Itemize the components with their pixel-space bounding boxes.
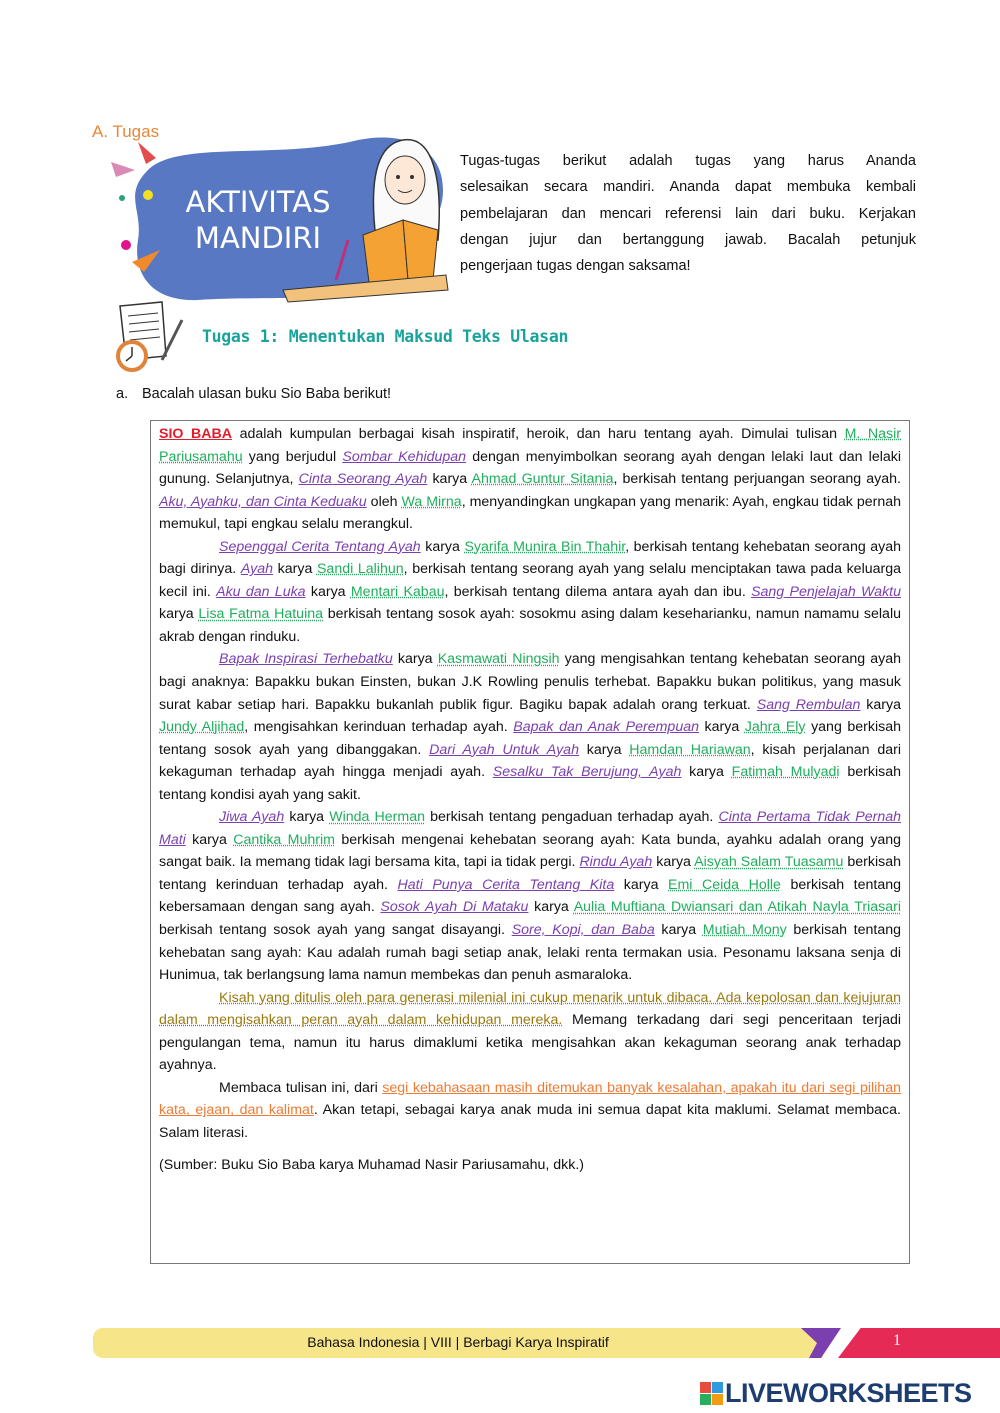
- review-text: karya: [427, 471, 472, 488]
- review-text: yang mengisahkan tentang kehebatan seorang ayah bagi anaknya: Bapakku bukan Einsten, bukan J.K Rowling penulis terhebat. Bapakku bukan politikus, yang masuk surat kabar setiap hari. Bapakku bukanlah publik figur. Bagiku bapak adalah orang terkuat.: [159, 651, 902, 713]
- book-title: Sosok Ayah Di Mataku: [380, 899, 529, 916]
- review-paragraph: [159, 987, 901, 1077]
- book-title: Bapak Inspirasi Terhebatku: [219, 651, 393, 668]
- book-title: Sepenggal Cerita Tentang Ayah: [219, 538, 421, 555]
- review-text: berkisah tentang pengaduan terhadap ayah.: [425, 809, 719, 826]
- author-name: M. Nasir Pariusamahu: [159, 426, 901, 465]
- review-text: . Akan tetapi, sebagai karya anak muda ini semua dapat kita maklumi. Selamat membaca. Salam literasi.: [159, 1102, 901, 1141]
- review-text: karya: [305, 583, 351, 600]
- book-title: Rindu Ayah: [579, 854, 653, 871]
- author-name: Aisyah Salam Tuasamu: [694, 854, 844, 871]
- highlight-opinion: Kisah yang ditulis oleh para generasi milenial ini cukup menarik untuk dibaca. Ada kepolosan dan kejujuran dalam mengisahkan peran ayah dalam kehidupan mereka.: [159, 989, 901, 1029]
- liveworksheets-watermark: [700, 1378, 972, 1409]
- review-text: karya: [681, 764, 732, 781]
- author-name: Jundy Aljihad: [159, 719, 245, 736]
- source-citation: (Sumber: Buku Sio Baba karya Muhamad Nasir Pariusamahu, dkk.): [159, 1156, 585, 1173]
- intro-paragraph: [460, 148, 916, 279]
- banner-line2: MANDIRI: [194, 221, 322, 255]
- highlight-critique: segi kebahasaan masih ditemukan banyak kesalahan, apakah itu dari segi pilihan kata, ejaan, dan kalimat: [159, 1079, 901, 1119]
- footer-page-tab: [838, 1328, 1000, 1358]
- author-name: Cantika Muhrim: [233, 831, 335, 848]
- author-name: Wa Mirna: [401, 493, 462, 510]
- book-title: Cinta Pertama Tidak Pernah Mati: [159, 809, 902, 848]
- instruction-number: a.: [116, 386, 129, 402]
- review-text: berkisah tentang kehebatan sang ayah: Kau adalah rumah bagi setiap anak, lelaki renta termakan usia. Pesonamu laksana senja di Hunimua, tak berlangsung lama namun membekas dan penuh asmaraloka.: [159, 922, 902, 984]
- review-text: , mengisahkan kerinduan terhadap ayah.: [244, 719, 514, 736]
- review-text: berkisah mengenai kehebatan seorang ayah: Kata bunda, ayahku adalah orang yang sangat baik. Ia memang tidak lagi bersama kita, tapi ia tidak pergi.: [159, 831, 902, 871]
- review-text: karya: [420, 538, 465, 555]
- book-title: Sombar Kehidupan: [342, 448, 467, 465]
- review-paragraph: [159, 423, 901, 536]
- paper-clock-icon: [112, 298, 188, 376]
- footer-text: Bahasa Indonesia | VIII | Berbagi Karya Inspiratif: [307, 1334, 609, 1350]
- review-text: karya: [273, 561, 317, 578]
- review-text: karya: [284, 809, 330, 826]
- review-text: karya: [392, 651, 438, 668]
- review-text: berkisah tentang kerinduan terhadap ayah.: [159, 854, 902, 893]
- book-title: Sore, Kopi, dan Baba: [511, 922, 655, 939]
- review-text: oleh: [366, 493, 402, 510]
- book-brand: SIO BABA: [159, 426, 232, 442]
- review-paragraph: [159, 1077, 901, 1145]
- intro-line: dengan jujur dan bertanggung jawab. Bacalah petunjuk: [460, 231, 916, 248]
- review-text: karya: [654, 922, 703, 939]
- book-title: Cinta Seorang Ayah: [298, 471, 428, 488]
- review-paragraph: [159, 648, 901, 806]
- book-title: Dari Ayah Untuk Ayah: [429, 741, 579, 758]
- review-text: karya: [860, 696, 901, 713]
- author-name: Fatimah Mulyadi: [731, 764, 840, 781]
- review-text: karya: [652, 854, 695, 871]
- review-text-box: [150, 420, 910, 1264]
- book-title: Aku dan Luka: [216, 583, 306, 600]
- banner-line1: AKTIVITAS: [185, 185, 331, 219]
- author-name: Winda Herman: [329, 809, 425, 826]
- page-footer: [93, 1328, 1000, 1358]
- author-name: Syarifa Munira Bin Thahir: [464, 538, 626, 555]
- book-title: Sesalku Tak Berujung, Ayah: [492, 764, 682, 781]
- book-title: Aku, Ayahku, dan Cinta Keduaku: [159, 493, 367, 510]
- book-title: Hati Punya Cerita Tentang Kita: [397, 876, 615, 893]
- author-name: Ahmad Guntur Sitania: [471, 471, 614, 488]
- intro-line: Tugas-tugas berikut adalah tugas yang harus Ananda: [460, 153, 916, 169]
- author-name: Aulia Muftiana Dwiansari dan Atikah Nayla Triasari: [573, 899, 901, 916]
- review-text: berkisah tentang sosok ayah yang sangat disayangi.: [159, 922, 512, 939]
- author-name: Emi Ceida Holle: [668, 876, 781, 893]
- author-name: Lisa Fatma Hatuina: [198, 606, 324, 623]
- review-text: , berkisah tentang seorang ayah yang selalu menciptakan tawa pada keluarga kecil ini.: [159, 561, 902, 600]
- review-text: karya: [159, 606, 199, 623]
- intro-line: selesaikan secara mandiri. Ananda dapat membuka kembali: [460, 179, 916, 196]
- review-text: karya: [578, 741, 630, 758]
- book-title: Sang Rembulan: [756, 696, 861, 713]
- review-text: karya: [699, 719, 745, 736]
- review-text: berkisah tentang kondisi ayah yang sakit.: [159, 764, 901, 803]
- review-text: adalah kumpulan berbagai kisah inspiratif, heroik, dan haru tentang ayah. Dimulai tulisan: [232, 426, 845, 442]
- review-text: , berkisah tentang dilema antara ayah dan ibu.: [444, 583, 752, 600]
- review-text: karya: [528, 899, 574, 916]
- review-text: berkisah tentang sosok ayah: sosokmu asing dalam keseharianku, namun namamu selalu akrab dengan rinduku.: [159, 606, 901, 645]
- book-title: Bapak dan Anak Perempuan: [513, 719, 699, 736]
- review-text: yang berjudul: [242, 448, 343, 465]
- review-text: Memang terkadang dari segi penceritaan terjadi pengulangan tema, namun itu harus dimaklumi ketika mengisahkan akan kekaguman seorang anak terhadap ayahnya.: [159, 1012, 901, 1074]
- liveworksheets-logo-icon: [700, 1382, 723, 1405]
- instruction: [116, 386, 391, 402]
- author-name: Jahra Ely: [744, 719, 806, 736]
- author-name: Mentari Kabau: [350, 583, 445, 600]
- review-text: , menyandingkan ungkapan yang menarik: Ayah, engkau tidak pernah memukul, tapi engkau selalu merangkul.: [159, 493, 901, 533]
- review-text: dengan menyimbolkan seorang ayah dengan lelaki laut dan lelaki gunung. Selanjutnya,: [159, 448, 902, 488]
- book-title: Ayah: [240, 561, 274, 578]
- book-title: Jiwa Ayah: [219, 809, 285, 826]
- review-paragraph: [159, 806, 901, 986]
- intro-line: pembelajaran dan mencari referensi lain dari buku. Kerjakan: [460, 205, 916, 222]
- section-heading: A. Tugas: [92, 122, 160, 141]
- review-text: , berkisah tentang perjuangan seorang ayah.: [613, 471, 901, 488]
- book-title: Sang Penjelajah Waktu: [751, 583, 901, 600]
- author-name: Mutiah Mony: [702, 922, 787, 939]
- review-text: berkisah tentang kebersamaan dengan sang ayah.: [159, 876, 901, 916]
- review-text: Membaca tulisan ini, dari: [219, 1079, 383, 1096]
- review-text: karya: [185, 831, 234, 848]
- watermark-text: LIVEWORKSHEETS: [725, 1378, 972, 1408]
- review-text: , kisah perjalanan dari kekaguman terhadap ayah hingga menjadi ayah.: [159, 741, 901, 781]
- page-number: 1: [893, 1332, 901, 1349]
- author-name: Hamdan Hariawan: [629, 741, 751, 758]
- review-text: , berkisah tentang kehebatan seorang ayah bagi dirinya.: [159, 538, 902, 578]
- intro-line: pengerjaan tugas dengan saksama!: [460, 258, 691, 275]
- task-title: Tugas 1: Menentukan Maksud Teks Ulasan: [202, 327, 569, 346]
- instruction-text: Bacalah ulasan buku Sio Baba berikut!: [142, 386, 392, 402]
- review-text: yang berkisah tentang sosok ayah yang dibanggakan.: [159, 719, 902, 758]
- author-name: Sandi Lalihun: [316, 561, 404, 578]
- review-text: karya: [614, 876, 669, 893]
- review-paragraph: [159, 536, 901, 649]
- aktivitas-mandiri-banner: [108, 130, 453, 305]
- author-name: Kasmawati Ningsih: [437, 651, 560, 668]
